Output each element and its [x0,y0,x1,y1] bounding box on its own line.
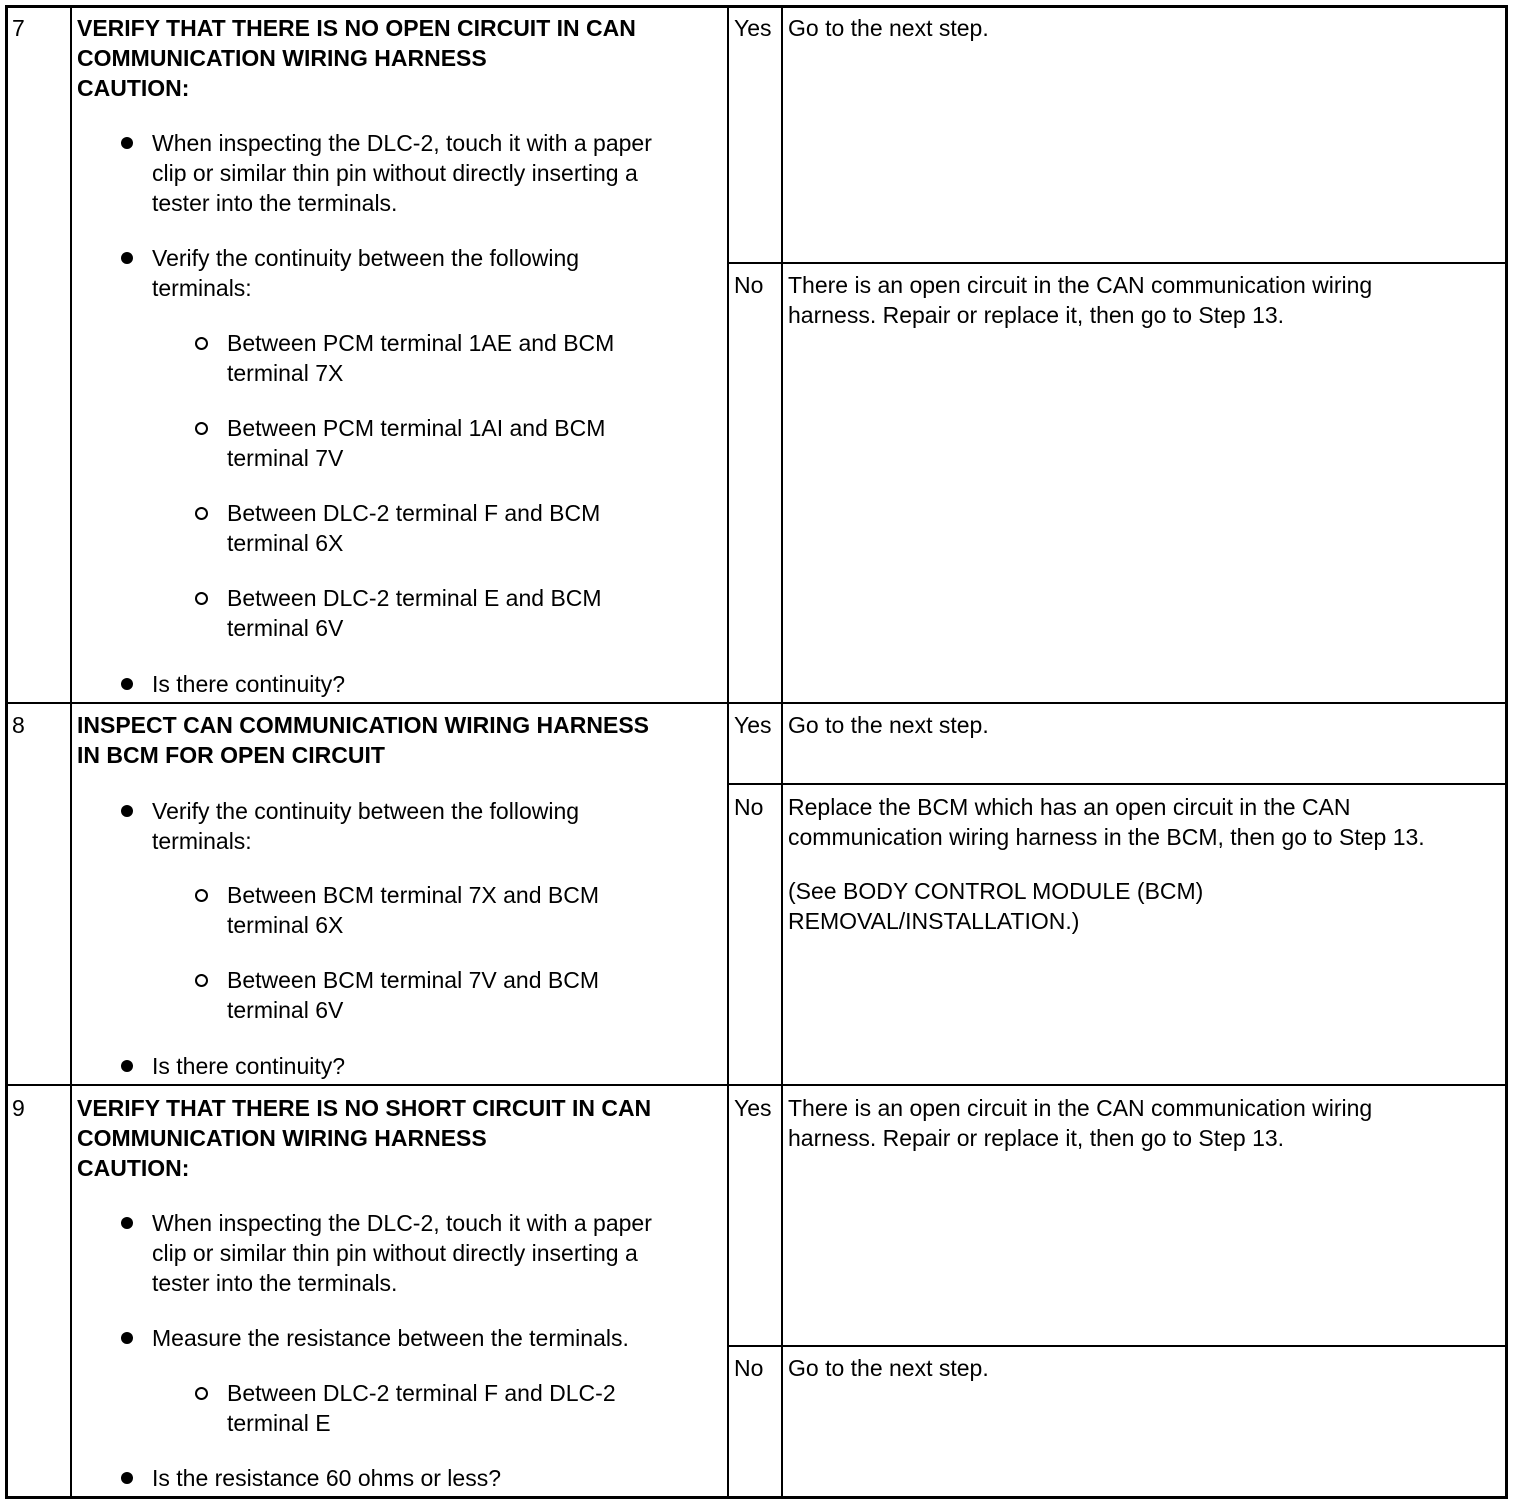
sub-bullet-icon [195,337,208,350]
step-title: INSPECT CAN COMMUNICATION WIRING HARNESS [77,712,650,738]
column-divider-number [70,6,72,1498]
bullet-icon [121,137,133,149]
bullet-text: terminals: [152,828,252,854]
sub-bullet-text: terminal 6X [227,530,344,556]
sub-bullet-icon [195,1387,208,1400]
no-label: No [734,272,764,298]
caution-label: CAUTION: [77,1155,190,1181]
yes-action: harness. Repair or replace it, then go to Step 13. [788,1125,1285,1151]
no-label: No [734,794,764,820]
row-divider-7-8 [6,702,1506,704]
yes-label: Yes [734,1095,772,1121]
sub-bullet-text: terminal 6V [227,997,344,1023]
step-title: VERIFY THAT THERE IS NO OPEN CIRCUIT IN CAN [77,15,636,41]
row-divider-8-9 [6,1084,1506,1086]
yes-action: There is an open circuit in the CAN communication wiring [788,1095,1373,1121]
sub-bullet-text: Between PCM terminal 1AI and BCM [227,415,606,441]
no-label: No [734,1355,764,1381]
step-number: 8 [12,712,25,738]
step-title: IN BCM FOR OPEN CIRCUIT [77,742,385,768]
no-note: REMOVAL/INSTALLATION.) [788,908,1080,934]
sub-bullet-text: terminal 7V [227,445,344,471]
no-action: harness. Repair or replace it, then go to Step 13. [788,302,1285,328]
yes-action: Go to the next step. [788,15,989,41]
no-action: There is an open circuit in the CAN communication wiring [788,272,1373,298]
question-text: Is there continuity? [152,671,346,697]
bullet-text: clip or similar thin pin without directly inserting a [152,1240,638,1266]
step-title: COMMUNICATION WIRING HARNESS [77,45,487,71]
no-note: (See BODY CONTROL MODULE (BCM) [788,878,1204,904]
sub-bullet-text: Between PCM terminal 1AE and BCM [227,330,615,356]
sub-bullet-text: Between DLC-2 terminal E and BCM [227,585,602,611]
column-divider-action [781,6,783,1498]
no-action: communication wiring harness in the BCM, then go to Step 13. [788,824,1425,850]
bullet-icon [121,252,133,264]
sub-bullet-text: terminal E [227,1410,331,1436]
bullet-text: Verify the continuity between the following [152,245,580,271]
step-title: COMMUNICATION WIRING HARNESS [77,1125,487,1151]
sub-bullet-text: Between DLC-2 terminal F and DLC-2 [227,1380,616,1406]
bullet-text: clip or similar thin pin without directly inserting a [152,160,638,186]
bullet-text: tester into the terminals. [152,190,398,216]
sub-bullet-icon [195,889,208,902]
question-text: Is the resistance 60 ohms or less? [152,1465,501,1491]
question-text: Is there continuity? [152,1053,346,1079]
yes-no-divider-9 [728,1345,1506,1347]
column-divider-result [727,6,729,1498]
sub-bullet-text: Between BCM terminal 7V and BCM [227,967,599,993]
bullet-text: terminals: [152,275,252,301]
no-action: Go to the next step. [788,1355,989,1381]
bullet-icon [121,1332,133,1344]
bullet-text: When inspecting the DLC-2, touch it with a paper [152,130,652,156]
bullet-text: tester into the terminals. [152,1270,398,1296]
sub-bullet-text: terminal 7X [227,360,344,386]
sub-bullet-text: terminal 6X [227,912,344,938]
yes-no-divider-7 [728,262,1506,264]
bullet-text: Verify the continuity between the following [152,798,580,824]
sub-bullet-icon [195,974,208,987]
bullet-icon [121,1217,133,1229]
step-number: 9 [12,1095,25,1121]
bullet-icon [121,678,133,690]
sub-bullet-text: Between DLC-2 terminal F and BCM [227,500,601,526]
yes-label: Yes [734,15,772,41]
sub-bullet-icon [195,422,208,435]
yes-label: Yes [734,712,772,738]
bullet-icon [121,805,133,817]
bullet-text: Measure the resistance between the terminals. [152,1325,629,1351]
sub-bullet-text: terminal 6V [227,615,344,641]
bullet-icon [121,1060,133,1072]
yes-no-divider-8 [728,783,1506,785]
sub-bullet-icon [195,592,208,605]
step-number: 7 [12,15,25,41]
no-action: Replace the BCM which has an open circuit in the CAN [788,794,1351,820]
bullet-text: When inspecting the DLC-2, touch it with a paper [152,1210,652,1236]
sub-bullet-text: Between BCM terminal 7X and BCM [227,882,599,908]
sub-bullet-icon [195,507,208,520]
caution-label: CAUTION: [77,75,190,101]
bullet-icon [121,1472,133,1484]
step-title: VERIFY THAT THERE IS NO SHORT CIRCUIT IN CAN [77,1095,652,1121]
yes-action: Go to the next step. [788,712,989,738]
